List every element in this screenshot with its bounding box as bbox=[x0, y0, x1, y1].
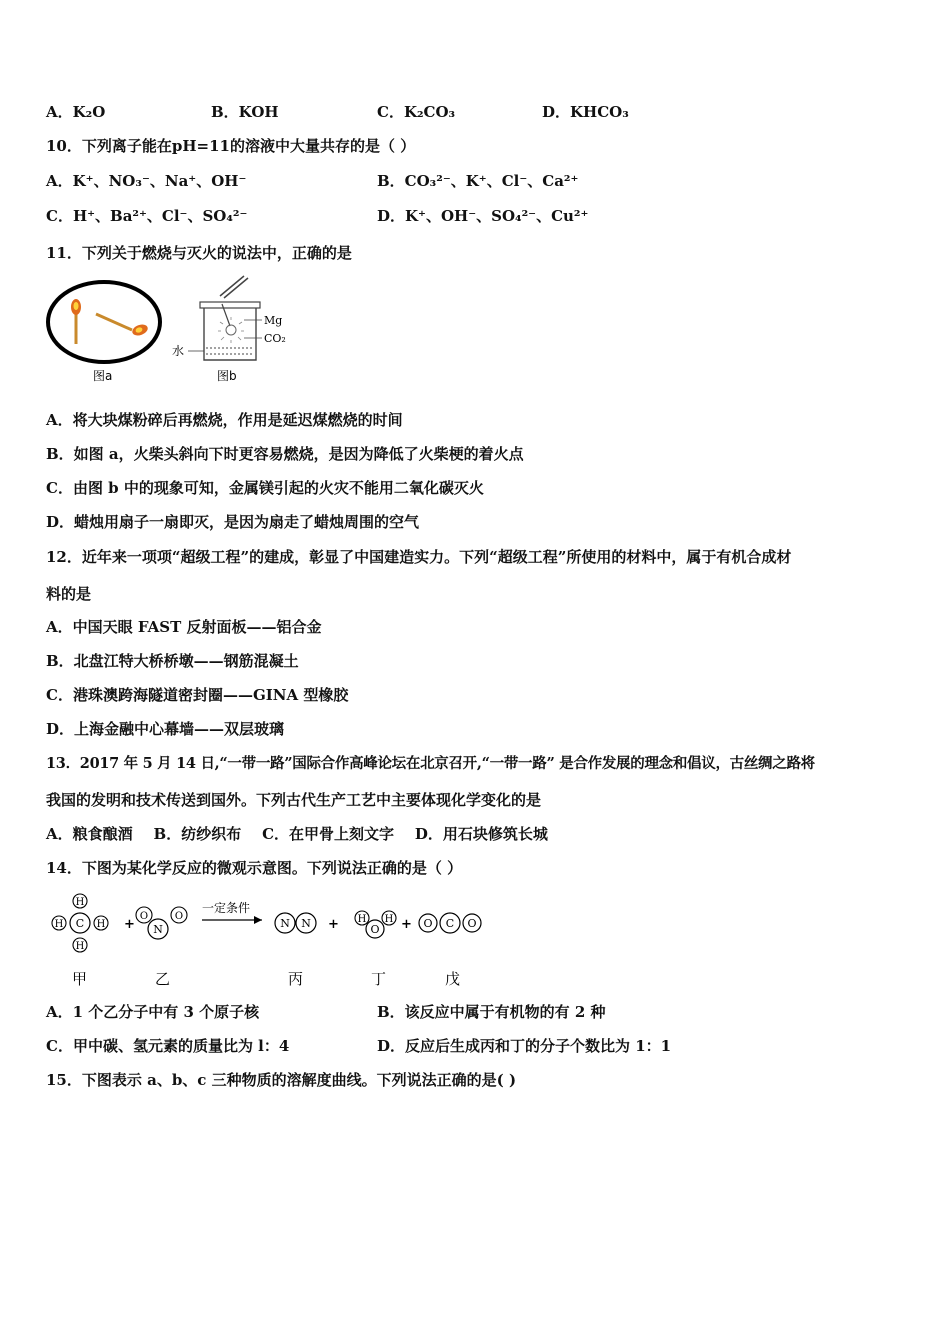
q11-stem: 11．下列关于燃烧与灭火的说法中，正确的是 bbox=[46, 244, 352, 262]
q10-option-b: B．CO₃²⁻、K⁺、Cl⁻、Ca²⁺ bbox=[377, 172, 579, 190]
q10-option-a: A．K⁺、NO₃⁻、Na⁺、OH⁻ bbox=[46, 172, 247, 190]
molecule-jia bbox=[52, 894, 108, 952]
label-yi: 乙 bbox=[155, 970, 171, 988]
plus-sign: + bbox=[124, 917, 135, 932]
atom-n: N bbox=[280, 917, 290, 930]
figure-b-co2-label: CO₂ bbox=[264, 332, 286, 345]
q14-option-c: C．甲中碳、氢元素的质量比为 l：4 bbox=[46, 1037, 290, 1055]
q9-option-c: C．K₂CO₃ bbox=[377, 103, 456, 121]
plus-sign: + bbox=[328, 917, 339, 932]
q9-option-d: D．KHCO₃ bbox=[542, 103, 629, 121]
q12-option-b: B．北盘江特大桥桥墩——钢筋混凝土 bbox=[46, 652, 299, 670]
reaction-condition: 一定条件 bbox=[202, 901, 251, 915]
atom-h: H bbox=[384, 914, 394, 925]
q14-option-a: A．1 个乙分子中有 3 个原子核 bbox=[46, 1003, 260, 1021]
q14-option-d: D．反应后生成丙和丁的分子个数比为 1：1 bbox=[377, 1037, 672, 1055]
plus-sign: + bbox=[401, 917, 412, 932]
atom-h: H bbox=[357, 914, 367, 925]
q11-option-a: A．将大块煤粉碎后再燃烧，作用是延迟煤燃烧的时间 bbox=[46, 411, 403, 429]
figure-b-mg-label: Mg bbox=[264, 314, 283, 327]
q11-figures bbox=[44, 274, 304, 386]
q10-option-d: D．K⁺、OH⁻、SO₄²⁻、Cu²⁺ bbox=[377, 207, 589, 225]
label-jia: 甲 bbox=[72, 970, 88, 988]
q15-stem: 15．下图表示 a、b、c 三种物质的溶解度曲线。下列说法正确的是( ) bbox=[46, 1071, 517, 1089]
atom-h: H bbox=[54, 919, 64, 930]
label-bing: 丙 bbox=[288, 970, 304, 988]
molecule-bing bbox=[275, 913, 316, 933]
q12-stem-line1: 12．近年来一项项“超级工程”的建成，彰显了中国建造实力。下列“超级工程”所使用的材料中，属于有机合成材 bbox=[46, 548, 792, 566]
q11-option-c: C．由图 b 中的现象可知，金属镁引起的火灾不能用二氧化碳灭火 bbox=[46, 479, 484, 497]
molecule-wu bbox=[419, 913, 481, 933]
q10-stem: 10．下列离子能在pH=11的溶液中大量共存的是（ ） bbox=[46, 137, 416, 155]
atom-o: O bbox=[174, 911, 184, 922]
q13-stem-line2: 我国的发明和技术传送到国外。下列古代生产工艺中主要体现化学变化的是 bbox=[46, 791, 542, 809]
q13-options: A．粮食酿酒 B．纺纱织布 C．在甲骨上刻文字 D．用石块修筑长城 bbox=[46, 825, 548, 843]
q12-option-a: A．中国天眼 FAST 反射面板——铝合金 bbox=[46, 618, 322, 636]
atom-o: O bbox=[467, 917, 477, 930]
figure-b-jar-diagram bbox=[172, 276, 286, 383]
q13-stem-line1: 13．2017 年 5 月 14 日,“一带一路”国际合作高峰论坛在北京召开,“一带一路” 是合作发展的理念和倡议，古丝绸之路将 bbox=[46, 755, 815, 772]
q14-option-b: B．该反应中属于有机物的有 2 种 bbox=[377, 1003, 606, 1021]
atom-h: H bbox=[75, 941, 85, 952]
molecule-ding bbox=[355, 911, 396, 938]
figure-a-label: 图a bbox=[93, 369, 113, 383]
q12-option-c: C．港珠澳跨海隧道密封圈——GINA 型橡胶 bbox=[46, 686, 349, 704]
atom-n: N bbox=[301, 917, 311, 930]
q11-option-d: D．蜡烛用扇子一扇即灭，是因为扇走了蜡烛周围的空气 bbox=[46, 513, 420, 531]
figure-b-water-label: 水 bbox=[172, 344, 185, 358]
q11-option-b: B．如图 a，火柴头斜向下时更容易燃烧，是因为降低了火柴梗的着火点 bbox=[46, 445, 524, 463]
q9-option-b: B．KOH bbox=[211, 103, 279, 121]
figure-b-label: 图b bbox=[217, 369, 237, 383]
q12-stem-line2: 料的是 bbox=[46, 585, 92, 603]
atom-o: O bbox=[139, 911, 149, 922]
q9-option-a: A．K₂O bbox=[46, 103, 106, 121]
q10-option-c: C．H⁺、Ba²⁺、Cl⁻、SO₄²⁻ bbox=[46, 207, 248, 225]
atom-c: C bbox=[75, 917, 85, 930]
figure-a-match-diagram bbox=[48, 282, 160, 383]
atom-o: O bbox=[370, 923, 380, 936]
q12-option-d: D．上海金融中心幕墙——双层玻璃 bbox=[46, 720, 285, 738]
label-wu: 戊 bbox=[445, 970, 461, 988]
atom-h: H bbox=[96, 919, 106, 930]
atom-n: N bbox=[153, 923, 163, 936]
molecule-yi bbox=[136, 907, 187, 939]
atom-c: C bbox=[445, 917, 455, 930]
q14-stem: 14．下图为某化学反应的微观示意图。下列说法正确的是（ ） bbox=[46, 859, 463, 877]
q14-reaction-diagram bbox=[44, 890, 504, 990]
atom-h: H bbox=[75, 897, 85, 908]
label-ding: 丁 bbox=[371, 970, 387, 988]
atom-o: O bbox=[423, 917, 433, 930]
